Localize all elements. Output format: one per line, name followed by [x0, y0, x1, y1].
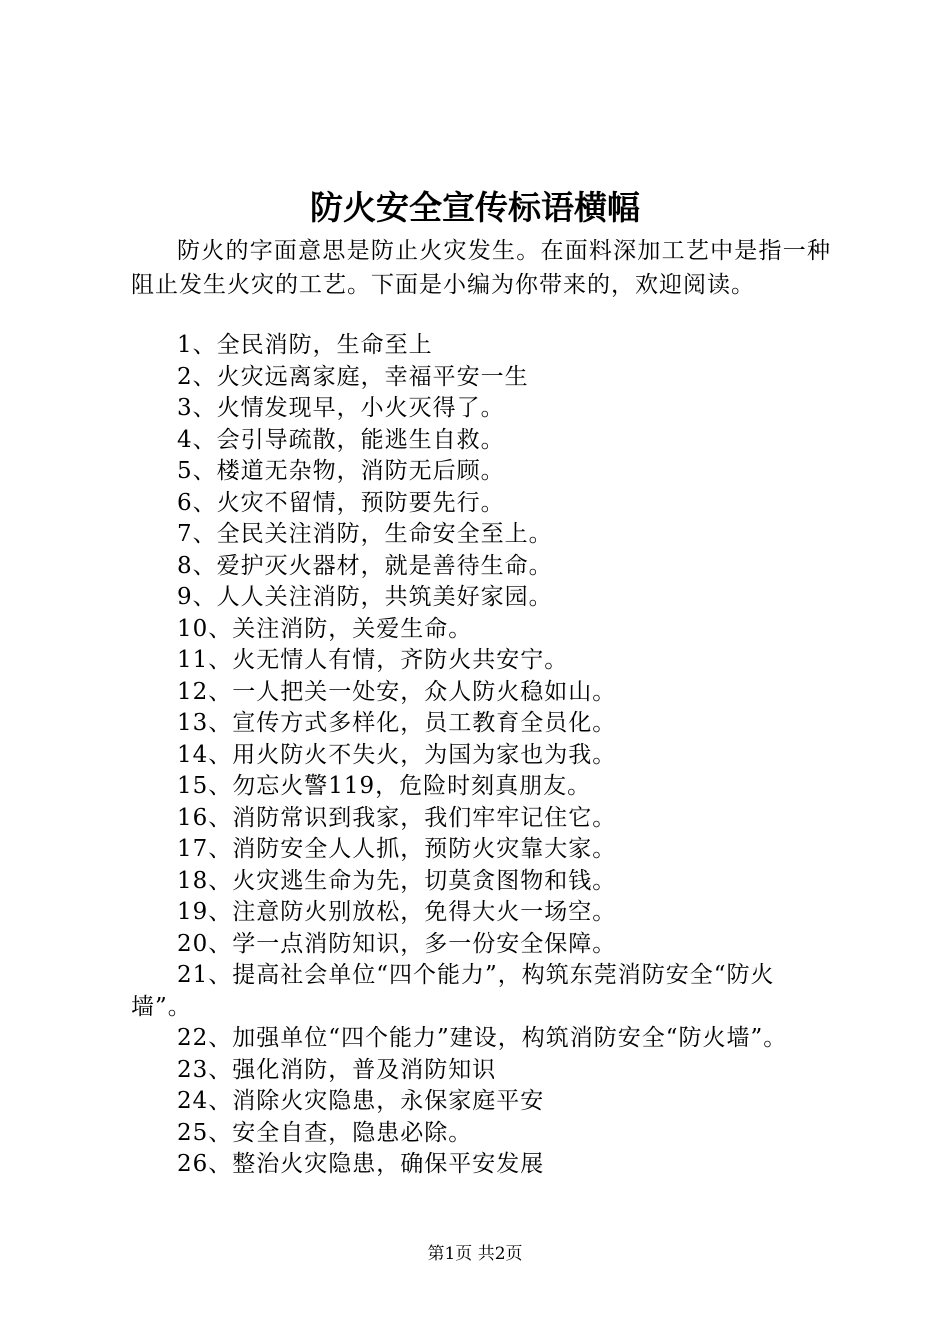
list-item: 16、消防常识到我家，我们牢牢记住它。: [177, 804, 617, 831]
list-item: 6、火灾不留情，预防要先行。: [177, 489, 505, 516]
list-item: 15、勿忘火警119，危险时刻真朋友。: [177, 773, 592, 799]
list-item: 3、火情发现早，小火灭得了。: [177, 395, 505, 421]
list-item: 21、提高社会单位“四个能力”，构筑东莞消防安全“防火墙”。: [131, 962, 775, 1020]
list-item: 26、整治火灾隐患，确保平安发展: [177, 1151, 545, 1177]
list-item: 13、宣传方式多样化，员工教育全员化。: [177, 710, 617, 736]
list-item: 11、火无情人有情，齐防火共安宁。: [177, 647, 569, 673]
list-item: 22、加强单位“四个能力”建设，构筑消防安全“防火墙”。: [177, 1025, 788, 1051]
intro-paragraph: 防火的字面意思是防止火灾发生。在面料深加工艺中是指一种阻止发生火灾的工艺。下面是小编为你带来的，欢迎阅读。: [131, 238, 831, 298]
list-item: 17、消防安全人人抓，预防火灾靠大家。: [177, 836, 617, 862]
page-number-footer: 第1页 共2页: [427, 1244, 523, 1264]
list-item: 12、一人把关一处安，众人防火稳如山。: [177, 678, 617, 705]
list-item: 24、消除火灾隐患，永保家庭平安: [177, 1088, 545, 1114]
list-item: 10、关注消防，关爱生命。: [177, 615, 473, 642]
list-item: 23、强化消防，普及消防知识: [177, 1056, 497, 1083]
list-item: 8、爱护灭火器材，就是善待生命。: [177, 552, 553, 579]
document-title: 防火安全宣传标语横幅: [310, 188, 640, 227]
list-item: 5、楼道无杂物，消防无后顾。: [177, 458, 505, 484]
list-item: 9、人人关注消防，共筑美好家园。: [177, 584, 553, 610]
list-item: 18、火灾逃生命为先，切莫贪图物和钱。: [177, 867, 617, 894]
slogan-list: [131, 330, 831, 1181]
list-item: 7、全民关注消防，生命安全至上。: [177, 521, 553, 547]
list-item: 2、火灾远离家庭，幸福平安一生: [177, 363, 529, 390]
list-item: 4、会引导疏散，能逃生自救。: [177, 426, 505, 453]
list-item: 14、用火防火不失火，为国为家也为我。: [177, 741, 617, 768]
list-item: 20、学一点消防知识，多一份安全保障。: [177, 930, 617, 957]
list-item: 19、注意防火别放松，免得大火一场空。: [177, 899, 617, 925]
list-item: 25、安全自查，隐患必除。: [177, 1119, 473, 1146]
list-item: 1、全民消防，生命至上: [177, 332, 433, 358]
